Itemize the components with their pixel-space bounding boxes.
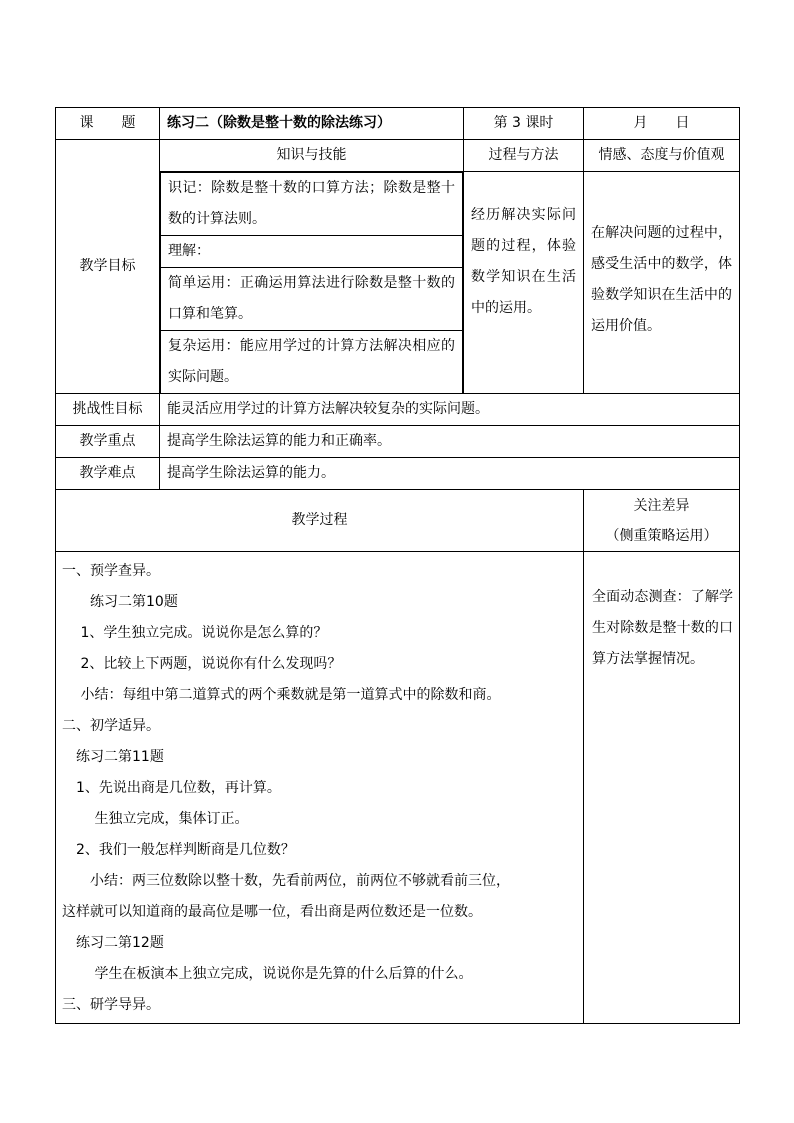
process-line: 练习二第12题 — [62, 935, 164, 951]
key-point-text: 提高学生除法运算的能力和正确率。 — [160, 426, 740, 458]
process-line: 一、预学查异。 — [62, 563, 160, 579]
lesson-date: 月 日 — [584, 108, 740, 140]
objectives-header-row — [56, 140, 740, 172]
side-header-subtitle: （侧重策略运用） — [605, 527, 718, 544]
process-line: 练习二第10题 — [62, 594, 178, 610]
process-body-row — [56, 552, 740, 1024]
topic-title: 练习二（除数是整十数的除法练习） — [160, 108, 464, 140]
process-line: 练习二第11题 — [62, 749, 164, 765]
knowledge-item-memorize: 识记：除数是整十数的口算方法；除数是整十数的计算法则。 — [161, 173, 463, 236]
header-row — [56, 108, 740, 140]
process-label: 教学过程 — [56, 490, 584, 552]
process-side-header — [584, 490, 740, 552]
side-header-title: 关注差异 — [633, 497, 690, 514]
process-line: 小结：每组中第二道算式的两个乘数就是第一道算式中的除数和商。 — [62, 687, 501, 703]
challenge-label: 挑战性目标 — [56, 394, 160, 426]
process-line: 2、我们一般怎样判断商是几位数？ — [62, 842, 295, 858]
knowledge-item-understand: 理解： — [161, 236, 463, 268]
process-side-note: 全面动态测查：了解学生对除数是整十数的口算方法掌握情况。 — [584, 552, 740, 1024]
process-content — [56, 552, 584, 1024]
objectives-label: 教学目标 — [56, 140, 160, 394]
key-point-label: 教学重点 — [56, 426, 160, 458]
lesson-plan-table — [55, 107, 740, 1024]
knowledge-item-simple-apply: 简单运用：正确运用算法进行除数是整十数的口算和笔算。 — [161, 268, 463, 331]
challenge-row — [56, 394, 740, 426]
difficulty-row — [56, 458, 740, 490]
process-line: 1、学生独立完成。说说你是怎么算的？ — [62, 625, 328, 641]
process-line: 小结：两三位数除以整十数，先看前两位，前两位不够就看前三位， — [62, 873, 510, 889]
process-method-header: 过程与方法 — [464, 140, 584, 172]
emotion-attitude-header: 情感、态度与价值观 — [584, 140, 740, 172]
knowledge-skills-header: 知识与技能 — [160, 140, 464, 172]
process-line: 2、比较上下两题，说说你有什么发现吗？ — [62, 656, 342, 672]
knowledge-items-cell — [160, 172, 464, 394]
process-line: 三、研学导异。 — [62, 997, 160, 1013]
process-method-text: 经历解决实际问题的过程，体验数学知识在生活中的运用。 — [464, 172, 584, 394]
process-header-row — [56, 490, 740, 552]
knowledge-item-complex-apply: 复杂运用：能应用学过的计算方法解决相应的实际问题。 — [161, 331, 463, 394]
emotion-attitude-text: 在解决问题的过程中，感受生活中的数学，体验数学知识在生活中的运用价值。 — [584, 172, 740, 394]
process-line: 二、初学适异。 — [62, 718, 160, 734]
lesson-period: 第 3 课时 — [464, 108, 584, 140]
difficulty-label: 教学难点 — [56, 458, 160, 490]
process-line: 学生在板演本上独立完成，说说你是先算的什么后算的什么。 — [62, 966, 473, 982]
process-line: 生独立完成，集体订正。 — [62, 811, 249, 827]
process-line: 1、先说出商是几位数，再计算。 — [62, 780, 281, 796]
difficulty-text: 提高学生除法运算的能力。 — [160, 458, 740, 490]
topic-label: 课 题 — [56, 108, 160, 140]
knowledge-items-list — [160, 172, 463, 393]
challenge-text: 能灵活应用学过的计算方法解决较复杂的实际问题。 — [160, 394, 740, 426]
process-line: 这样就可以知道商的最高位是哪一位，看出商是两位数还是一位数。 — [62, 904, 482, 920]
key-point-row — [56, 426, 740, 458]
